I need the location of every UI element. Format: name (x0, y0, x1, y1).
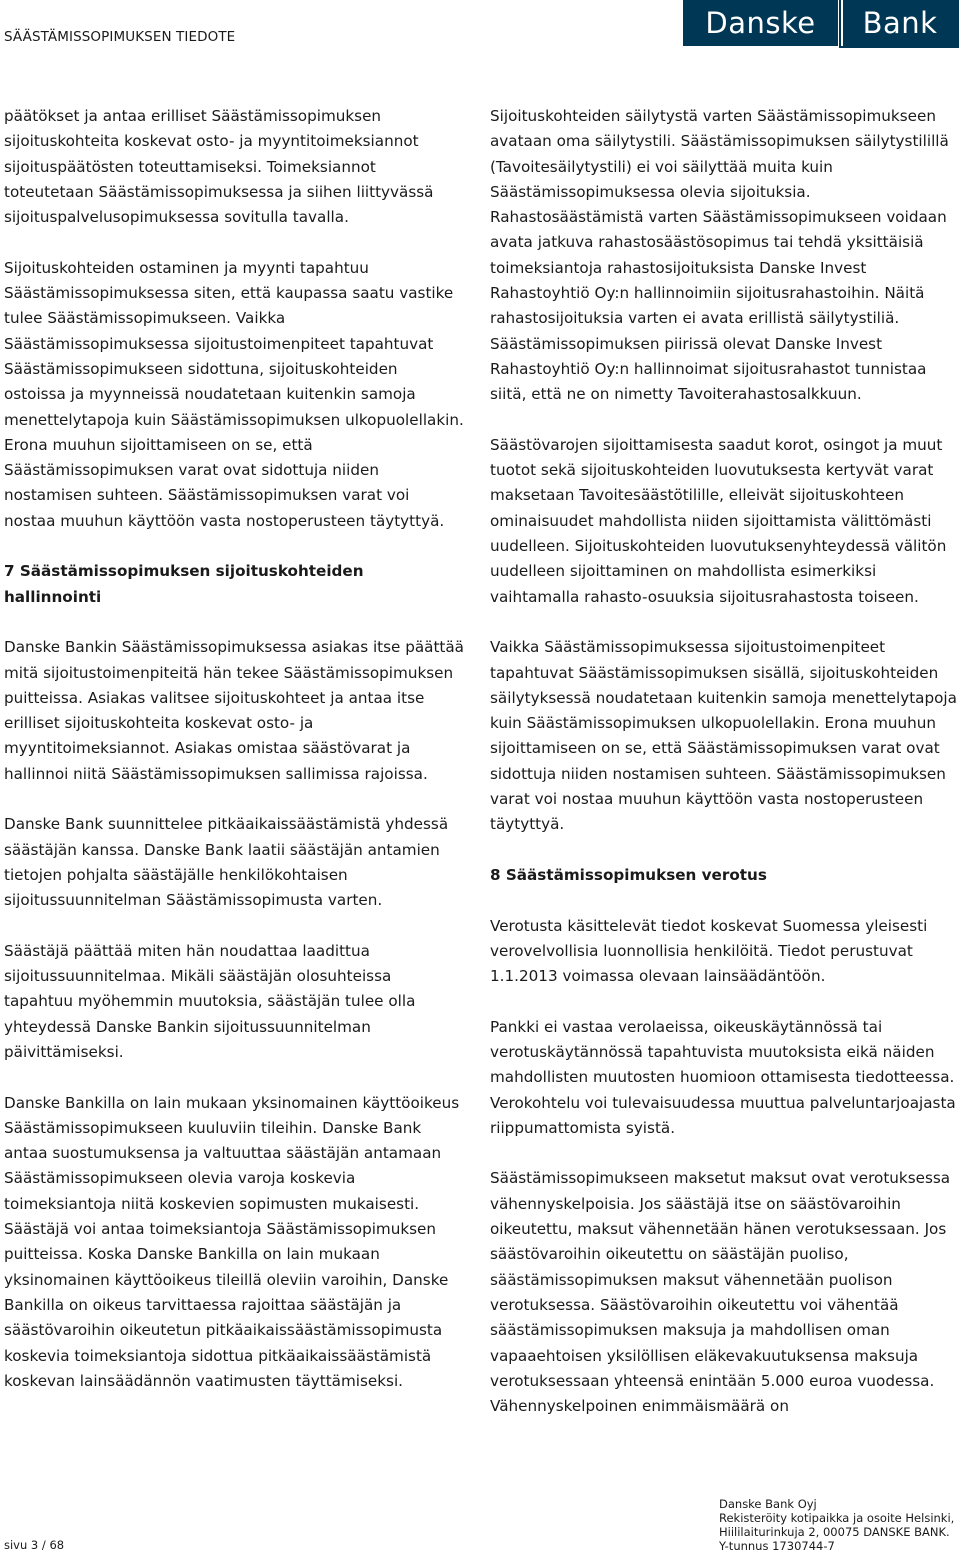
right-paragraph-3: Vaikka Säästämissopimuksessa sijoitustoimenpiteet tapahtuvat Säästämissopimuksen sisällä, sijoituskohteiden säilytyksessä noudatetaan kuitenkin samoja menettelytapoja kuin Säästämissopimuksen ulkopuolellakin. Erona muuhun sijoittamiseen on se, että Säästämissopimuksen varat ovat sidottuja niiden nostamisen suhteen. Säästämissopimuksen varat voi nostaa muuhun käyttöön vasta nostoperusteen täytyttyä. (490, 638, 957, 834)
right-paragraph-5: Pankki ei vastaa verolaeissa, oikeuskäytännössä tai verotuskäytännössä tapahtuvista muutoksista eikä näiden mahdollisten muutosten huomioon ottamisesta tiedotteessa. Verokohtelu voi tulevaisuudessa muuttua palveluntarjoajasta riippumattomista syistä. (490, 1017, 956, 1137)
company-registered-office: Rekisteröity kotipaikka ja osoite Helsinki, (719, 1511, 955, 1525)
danske-bank-logo (683, 0, 957, 46)
left-paragraph-6: Danske Bankilla on lain mukaan yksinomainen käyttöoikeus Säästämissopimukseen kuuluviin tileihin. Danske Bank antaa suostumuksensa ja valtuuttaa säästäjän antamaan Säästämissopimukseen olevia varoja koskevia toimeksiantoja niitä koskevien sopimusten mukaisesti. Säästäjä voi antaa toimeksiantoja Säästämissopimuksen puitteissa. Koska Danske Bankilla on lain mukaan yksinomainen käyttöoikeus tileillä oleviin varoihin, Danske Bankilla on oikeus tarvittaessa rajoittaa säästäjän ja säästövaroihin oikeutetun pitkäaikaissäästämissopimusta koskevia toimeksiantoja sidottua pitkäaikaissäästämistä koskevan lainsäädännön vaatimusten täyttämiseksi. (4, 1093, 460, 1390)
right-paragraph-2: Säästövarojen sijoittamisesta saadut korot, osingot ja muut tuotot sekä sijoituskohteiden luovutuksesta kertyvät varat maksetaan Tavoitesäästötilille, elleivät sijoituskohteen ominaisuudet mahdollista niiden sijoittamista välittömästi uudelleen. Sijoituskohteiden luovutuksenyhteydessä välitön uudelleen sijoittaminen on mahdollista esimerkiksi vaihtamalla rahasto-osuuksia sijoitusrahastosta toiseen. (490, 435, 947, 606)
left-paragraph-5: Säästäjä päättää miten hän noudattaa laadittua sijoitussuunnitelmaa. Mikäli säästäjän olosuhteissa tapahtuu myöhemmin muutoksia, säästäjän tulee olla yhteydessä Danske Bankin sijoitussuunnitelman päivittämiseksi. (4, 941, 416, 1061)
logo-word-bank: Bank (841, 0, 957, 46)
document-title: SÄÄSTÄMISSOPIMUKSEN TIEDOTE (4, 29, 236, 45)
right-paragraph-4: Verotusta käsittelevät tiedot koskevat Suomessa yleisesti verovelvollisia luonnollisia henkilöitä. Tiedot perustuvat 1.1.2013 voimassa olevaan lainsäädäntöön. (490, 916, 928, 986)
section-8-heading: 8 Säästämissopimuksen verotus (490, 865, 767, 884)
section-7-heading: 7 Säästämissopimuksen sijoituskohteiden hallinnointi (4, 562, 364, 606)
company-name: Danske Bank Oyj (719, 1497, 817, 1511)
left-paragraph-2: Sijoituskohteiden ostaminen ja myynti tapahtuu Säästämissopimuksessa siten, että kaupassa saatu vastike tulee Säästämissopimukseen. Vaikka Säästämissopimuksessa sijoitustoimenpiteet tapahtuvat Säästämissopimukseen sidottuna, sijoituskohteiden ostoissa ja myynneissä noudatetaan kuitenkin samoja menettelytapoja kuin Säästämissopimuksen ulkopuolellakin. Erona muuhun sijoittamiseen on se, että Säästämissopimuksen varat ovat sidottuja niiden nostamisen suhteen. Säästämissopimuksen varat voi nostaa muuhun käyttöön vasta nostoperusteen täytyttyä. (4, 258, 464, 530)
right-paragraph-6: Säästämissopimukseen maksetut maksut ovat verotuksessa vähennyskelpoisia. Jos säästäjä itse on säästövaroihin oikeutettu, maksut vähennetään hänen verotuksessaan. Jos säästövaroihin oikeutettu on säästäjän puoliso, säästämissopimuksen maksut vähennetään puolison verotuksessa. Säästövaroihin oikeutettu voi vähentää säästämissopimuksen maksuja ja mahdollisen oman vapaaehtoisen yksilöllisen eläkevakuutuksensa maksuja verotuksessaan yhteensä enintään 5.000 euroa vuodessa. Vähennyskelpoinen enimmäismäärä on (490, 1169, 951, 1416)
left-column (4, 104, 464, 1419)
left-paragraph-4: Danske Bank suunnittelee pitkäaikaissäästämistä yhdessä säästäjän kanssa. Danske Bank laatii säästäjän antamien tietojen pohjalta säästäjälle henkilökohtaisen sijoitussuunnitelman Säästämissopimusta varten. (4, 815, 449, 910)
company-address: Hiililaiturinkuja 2, 00075 DANSKE BANK. (719, 1525, 950, 1539)
logo-word-danske: Danske (683, 0, 838, 46)
company-business-id: Y-tunnus 1730744-7 (719, 1539, 835, 1553)
left-paragraph-1: päätökset ja antaa erilliset Säästämissopimuksen sijoituskohteita koskevat osto- ja myyntitoimeksiannot sijoituspäätösten toteuttamiseksi. Toimeksiannot toteutetaan Säästämissopimuksessa ja siihen liittyvässä sijoituspalvelusopimuksessa sovitulla tavalla. (4, 107, 434, 227)
left-paragraph-3: Danske Bankin Säästämissopimuksessa asiakas itse päättää mitä sijoitustoimenpiteitä hän tekee Säästämissopimuksen puitteissa. Asiakas valitsee sijoituskohteet ja antaa itse erilliset sijoituskohteita koskevat osto- ja myyntitoimeksiannot. Asiakas omistaa säästövarat ja hallinnoi niitä Säästämissopimuksen sallimissa rajoissa. (4, 638, 464, 783)
right-paragraph-1: Sijoituskohteiden säilytystä varten Säästämissopimukseen avataan oma säilytystili. Säästämissopimuksen säilytystilillä (Tavoitesäilytystili) ei voi säilyttää muita kuin Säästämissopimuksessa olevia sijoituksia. Rahastosäästämistä varten Säästämissopimukseen voidaan avata jatkuva rahastosäästösopimus tai tehdä yksittäisiä toimeksiantoja rahastosijoituksista Danske Invest Rahastoyhtiö Oy:n hallinnoimiin sijoitusrahastoihin. Näitä rahastosijoituksia varten ei avata erillistä säilytystiliä. Säästämissopimuksen piirissä olevat Danske Invest Rahastoyhtiö Oy:n hallinnoimat sijoitusrahastot tunnistaa siitä, että ne on nimetty Tavoiterahastosalkkuun. (490, 107, 949, 404)
company-info (719, 1497, 954, 1553)
page-number: sivu 3 / 68 (4, 1538, 65, 1552)
right-column (490, 104, 960, 1445)
